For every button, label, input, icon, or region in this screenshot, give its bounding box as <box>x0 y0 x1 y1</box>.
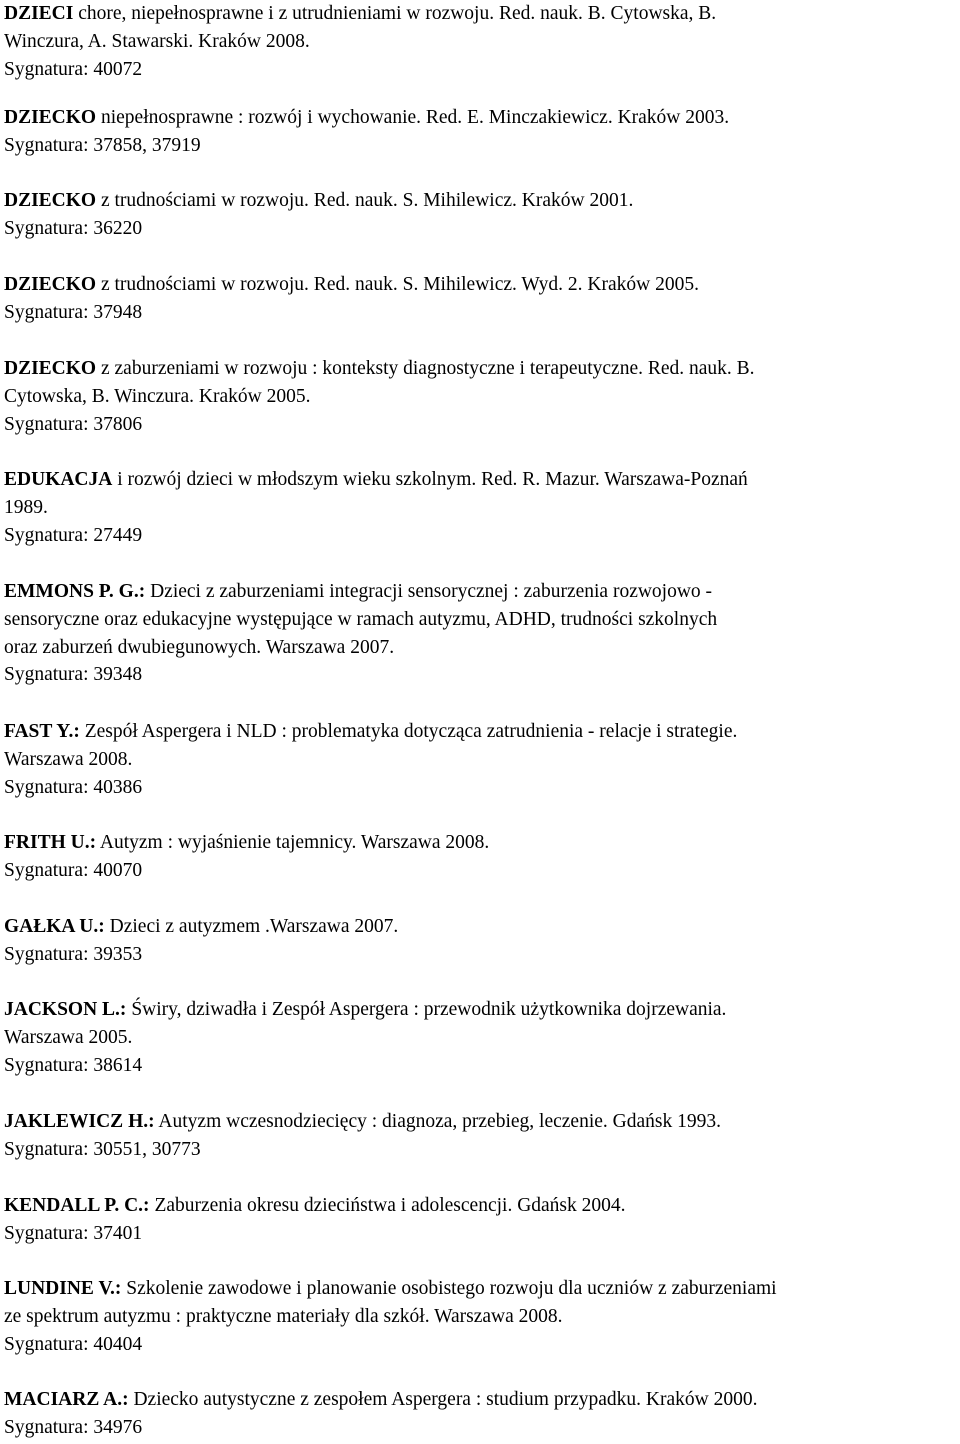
entry-text: Winczura, A. Stawarski. Kraków 2008. <box>4 30 310 52</box>
entry-sygnatura: Sygnatura: 37948 <box>4 301 143 323</box>
entry-text: i rozwój dzieci w młodszym wieku szkolnym. Red. R. Mazur. Warszawa-Poznań <box>112 469 748 490</box>
entry-text: z trudnościami w rozwoju. Red. nauk. S. Mihilewicz. Kraków 2001. <box>96 190 634 211</box>
bibliography-entry <box>4 578 956 689</box>
entry-first-line <box>4 1386 956 1414</box>
entry-text: Dziecko autystyczne z zespołem Aspergera : studium przypadku. Kraków 2000. <box>128 1389 758 1410</box>
entry-heading: EDUKACJA <box>4 469 113 490</box>
entry-text: chore, niepełnosprawne i z utrudnieniami w rozwoju. Red. nauk. B. Cytowska, B. <box>73 3 717 24</box>
entry-text: sensoryczne oraz edukacyjne występujące w ramach autyzmu, ADHD, trudności szkolnych <box>4 608 718 630</box>
entry-heading: KENDALL P. C.: <box>4 1195 150 1216</box>
entry-sygnatura: Sygnatura: 37858, 37919 <box>4 134 201 156</box>
entry-heading: FRITH U.: <box>4 832 97 853</box>
entry-heading: LUNDINE V.: <box>4 1278 122 1299</box>
entry-sygnatura: Sygnatura: 34976 <box>4 1416 143 1438</box>
bibliography-entry <box>4 829 956 885</box>
entry-text: z trudnościami w rozwoju. Red. nauk. S. Mihilewicz. Wyd. 2. Kraków 2005. <box>96 274 699 295</box>
entry-first-line <box>4 829 956 857</box>
entry-text: Zaburzenia okresu dzieciństwa i adolescencji. Gdańsk 2004. <box>149 1195 626 1216</box>
entry-heading: DZIECKO <box>4 107 97 128</box>
entry-first-line <box>4 578 956 606</box>
entry-sygnatura: Sygnatura: 27449 <box>4 524 143 546</box>
bibliography-entry <box>4 355 956 438</box>
entry-text: ze spektrum autyzmu : praktyczne materiały dla szkół. Warszawa 2008. <box>4 1305 563 1327</box>
entry-first-line <box>4 996 956 1024</box>
entry-text: niepełnosprawne : rozwój i wychowanie. Red. E. Minczakiewicz. Kraków 2003. <box>96 107 730 128</box>
entry-heading: DZIECKO <box>4 358 97 379</box>
entry-sygnatura: Sygnatura: 40070 <box>4 859 143 881</box>
bibliography-entry <box>4 913 956 969</box>
entry-text: Dzieci z autyzmem .Warszawa 2007. <box>104 916 399 937</box>
bibliography-entry <box>4 104 956 160</box>
entry-text: Autyzm : wyjaśnienie tajemnicy. Warszawa 2008. <box>96 832 490 853</box>
entry-first-line <box>4 1275 956 1303</box>
entry-text: Autyzm wczesnodziecięcy : diagnoza, przebieg, leczenie. Gdańsk 1993. <box>154 1111 721 1132</box>
entry-text: Warszawa 2008. <box>4 748 133 770</box>
entry-sygnatura: Sygnatura: 40386 <box>4 776 143 798</box>
entry-first-line <box>4 0 956 28</box>
bibliography-entry <box>4 718 956 801</box>
entry-first-line <box>4 466 956 494</box>
entry-first-line <box>4 104 956 132</box>
entry-text: Dzieci z zaburzeniami integracji sensorycznej : zaburzenia rozwojowo - <box>145 581 713 602</box>
bibliography-entry <box>4 1192 956 1248</box>
bibliography-entry <box>4 271 956 327</box>
entry-sygnatura: Sygnatura: 39348 <box>4 664 143 686</box>
entry-heading: JACKSON L.: <box>4 999 127 1020</box>
entry-first-line <box>4 271 956 299</box>
entry-first-line <box>4 187 956 215</box>
entry-heading: DZIECI <box>4 3 74 24</box>
entry-heading: FAST Y.: <box>4 721 80 742</box>
entry-first-line <box>4 355 956 383</box>
entry-text: 1989. <box>4 496 48 518</box>
bibliography-entry <box>4 0 956 83</box>
entry-sygnatura: Sygnatura: 37806 <box>4 413 143 435</box>
entry-text: oraz zaburzeń dwubiegunowych. Warszawa 2007. <box>4 636 395 658</box>
entry-sygnatura: Sygnatura: 30551, 30773 <box>4 1138 201 1160</box>
entry-first-line <box>4 1192 956 1220</box>
entry-text: z zaburzeniami w rozwoju : konteksty diagnostyczne i terapeutyczne. Red. nauk. B. <box>96 358 755 379</box>
entry-heading: GAŁKA U.: <box>4 916 105 937</box>
entry-text: Szkolenie zawodowe i planowanie osobistego rozwoju dla uczniów z zaburzeniami <box>121 1278 777 1299</box>
entry-heading: EMMONS P. G.: <box>4 581 146 602</box>
entry-text: Zespół Aspergera i NLD : problematyka dotycząca zatrudnienia - relacje i strategie. <box>79 721 738 742</box>
entry-heading: JAKLEWICZ H.: <box>4 1111 155 1132</box>
bibliography-entry <box>4 1386 956 1442</box>
entry-heading: DZIECKO <box>4 274 97 295</box>
entry-first-line <box>4 913 956 941</box>
bibliography-entry <box>4 1275 956 1358</box>
bibliography-entry <box>4 1108 956 1164</box>
bibliography-entry <box>4 187 956 243</box>
entry-sygnatura: Sygnatura: 37401 <box>4 1222 143 1244</box>
entry-sygnatura: Sygnatura: 38614 <box>4 1054 143 1076</box>
bibliography-entry <box>4 996 956 1079</box>
bibliography-entry <box>4 466 956 549</box>
entry-first-line <box>4 1108 956 1136</box>
entry-text: Świry, dziwadła i Zespół Aspergera : przewodnik użytkownika dojrzewania. <box>126 999 727 1020</box>
entry-heading: MACIARZ A.: <box>4 1389 129 1410</box>
entry-sygnatura: Sygnatura: 36220 <box>4 217 143 239</box>
entry-sygnatura: Sygnatura: 40072 <box>4 58 143 80</box>
entry-text: Warszawa 2005. <box>4 1026 133 1048</box>
entry-heading: DZIECKO <box>4 190 97 211</box>
entry-sygnatura: Sygnatura: 39353 <box>4 943 143 965</box>
entry-text: Cytowska, B. Winczura. Kraków 2005. <box>4 385 311 407</box>
entry-first-line <box>4 718 956 746</box>
entry-sygnatura: Sygnatura: 40404 <box>4 1333 143 1355</box>
